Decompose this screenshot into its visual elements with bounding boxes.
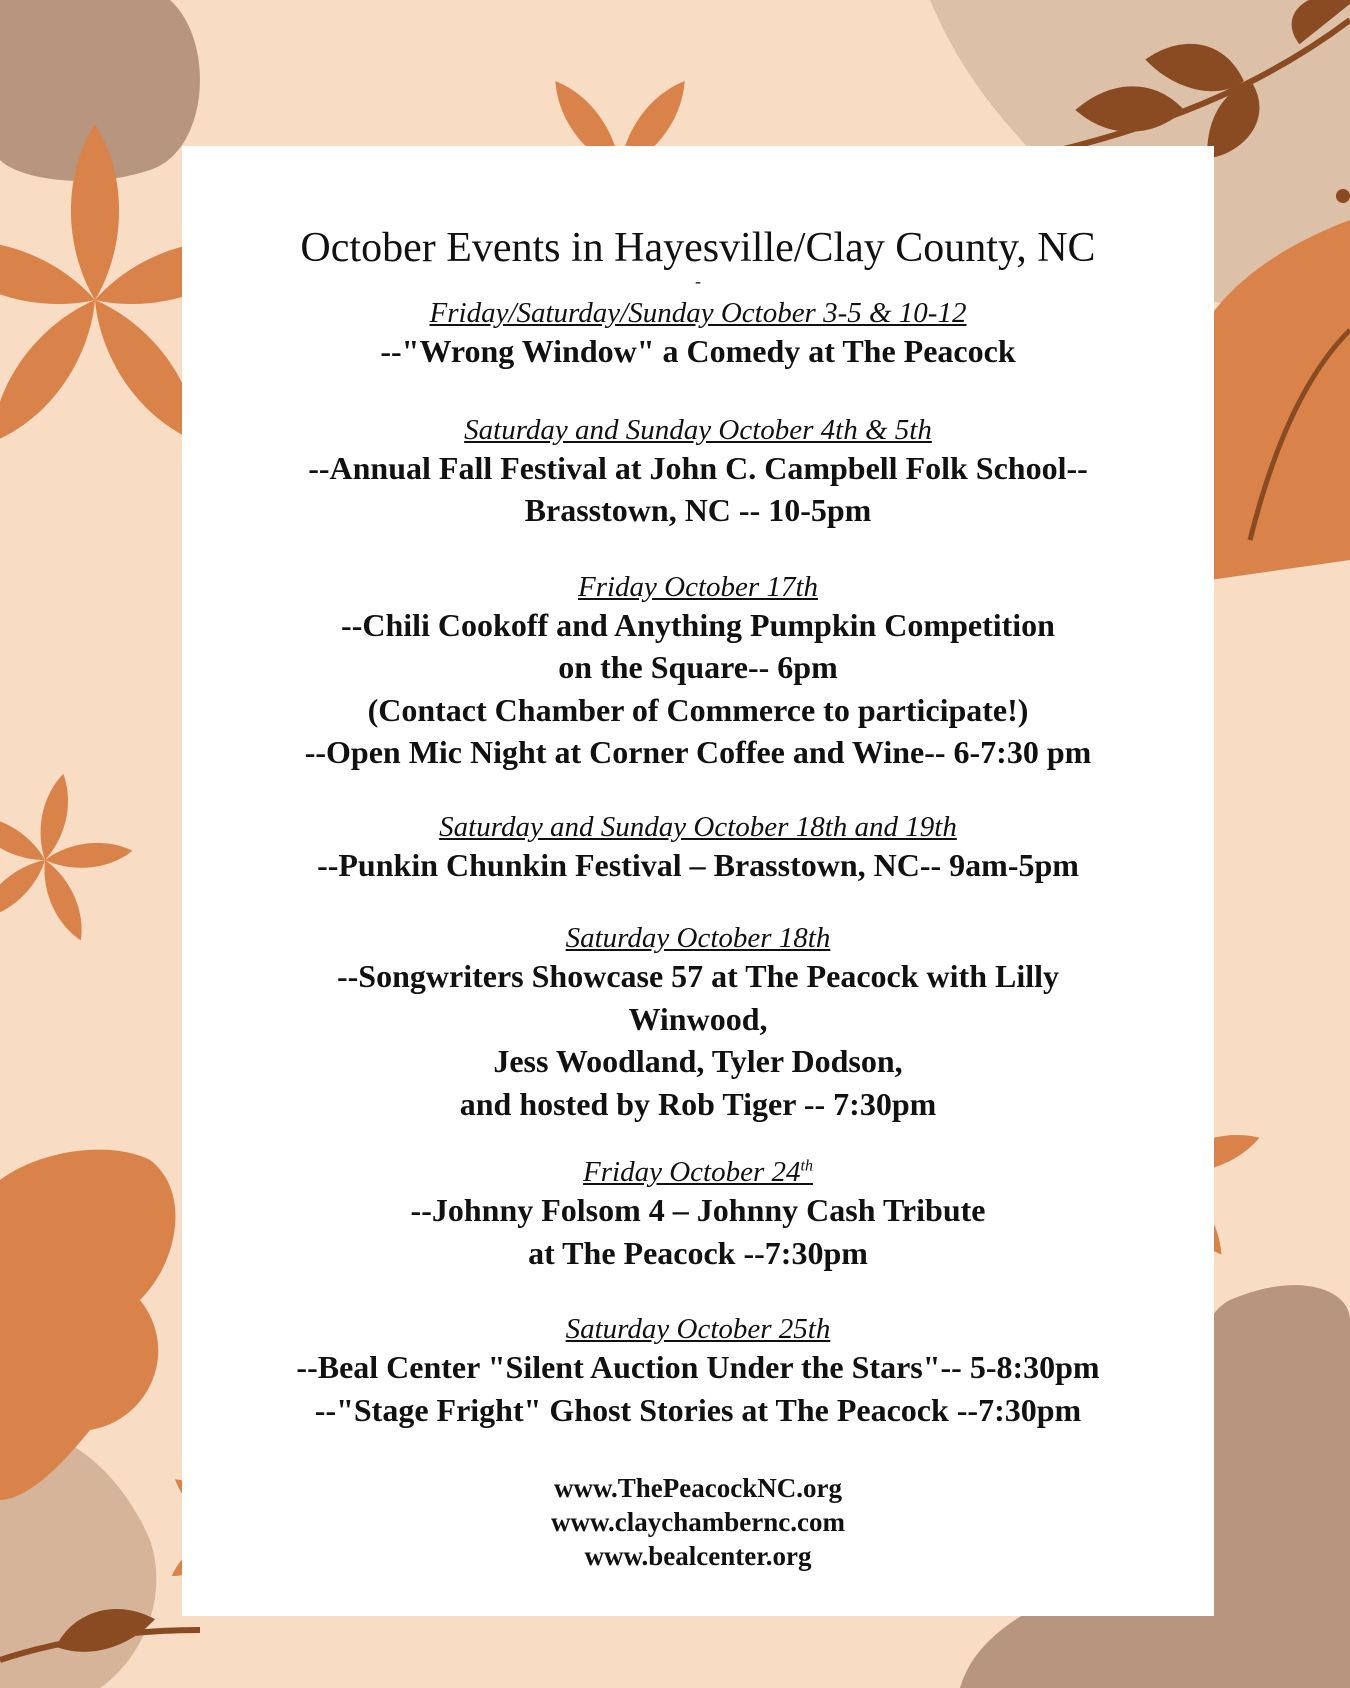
oak-leaf-bottom-left xyxy=(0,1150,175,1500)
event-line: on the Square-- 6pm xyxy=(558,649,838,685)
event-line: --Open Mic Night at Corner Coffee and Wine-- 6-7:30 pm xyxy=(304,734,1092,770)
event-line: --Annual Fall Festival at John C. Campbell Folk School-- xyxy=(308,449,1088,486)
event-line: --Johnny Folsom 4 – Johnny Cash Tribute xyxy=(410,1192,986,1228)
event-line: at The Peacock --7:30pm xyxy=(528,1234,868,1271)
event-line: --"Stage Fright" Ghost Stories at The Peacock --7:30pm xyxy=(314,1391,1082,1428)
title-dash: - xyxy=(695,271,701,291)
events-card xyxy=(182,146,1214,1616)
event-line: Brasstown, NC -- 10-5pm xyxy=(524,492,872,528)
event-section xyxy=(182,570,1214,774)
page-title: October Events in Hayesville/Clay County, NC xyxy=(300,225,1096,271)
leaf-left-middle xyxy=(0,740,156,975)
event-date: Friday October 17th xyxy=(577,570,818,603)
event-line: --"Wrong Window" a Comedy at The Peacock xyxy=(380,333,1016,369)
website-links xyxy=(182,1471,1214,1573)
event-line: Winwood, xyxy=(628,1000,768,1037)
event-section xyxy=(182,1155,1214,1274)
link-beal-center[interactable]: www.bealcenter.org xyxy=(584,1541,812,1571)
event-date: Saturday and Sunday October 4th & 5th xyxy=(464,413,932,446)
link-clay-chamber[interactable]: www.claychambernc.com xyxy=(551,1507,845,1537)
event-date: Friday/Saturday/Sunday October 3-5 & 10-12 xyxy=(429,297,967,329)
event-date-text: Friday October 24 xyxy=(583,1156,801,1188)
berry-right xyxy=(1336,189,1350,203)
event-date xyxy=(182,1155,1214,1189)
event-date-suffix: th xyxy=(800,1157,813,1175)
event-section xyxy=(182,296,1214,373)
event-line: Jess Woodland, Tyler Dodson, xyxy=(493,1043,903,1079)
event-section xyxy=(182,413,1214,532)
event-date: Saturday October 18th xyxy=(565,922,831,954)
event-section xyxy=(182,921,1214,1125)
event-section xyxy=(182,810,1214,887)
event-line: --Beal Center "Silent Auction Under the Stars"-- 5-8:30pm xyxy=(296,1349,1100,1385)
event-line: --Chili Cookoff and Anything Pumpkin Competition xyxy=(341,606,1055,643)
event-line: and hosted by Rob Tiger -- 7:30pm xyxy=(459,1085,937,1122)
event-date: Saturday October 25th xyxy=(565,1313,831,1345)
event-line: --Punkin Chunkin Festival – Brasstown, NC-- 9am-5pm xyxy=(317,846,1079,883)
event-line: (Contact Chamber of Commerce to participate!) xyxy=(367,691,1029,728)
event-section xyxy=(182,1312,1214,1431)
event-line: --Songwriters Showcase 57 at The Peacock with Lilly xyxy=(336,958,1060,994)
event-date: Saturday and Sunday October 18th and 19th xyxy=(439,810,957,843)
link-peacock[interactable]: www.ThePeacockNC.org xyxy=(554,1473,842,1503)
